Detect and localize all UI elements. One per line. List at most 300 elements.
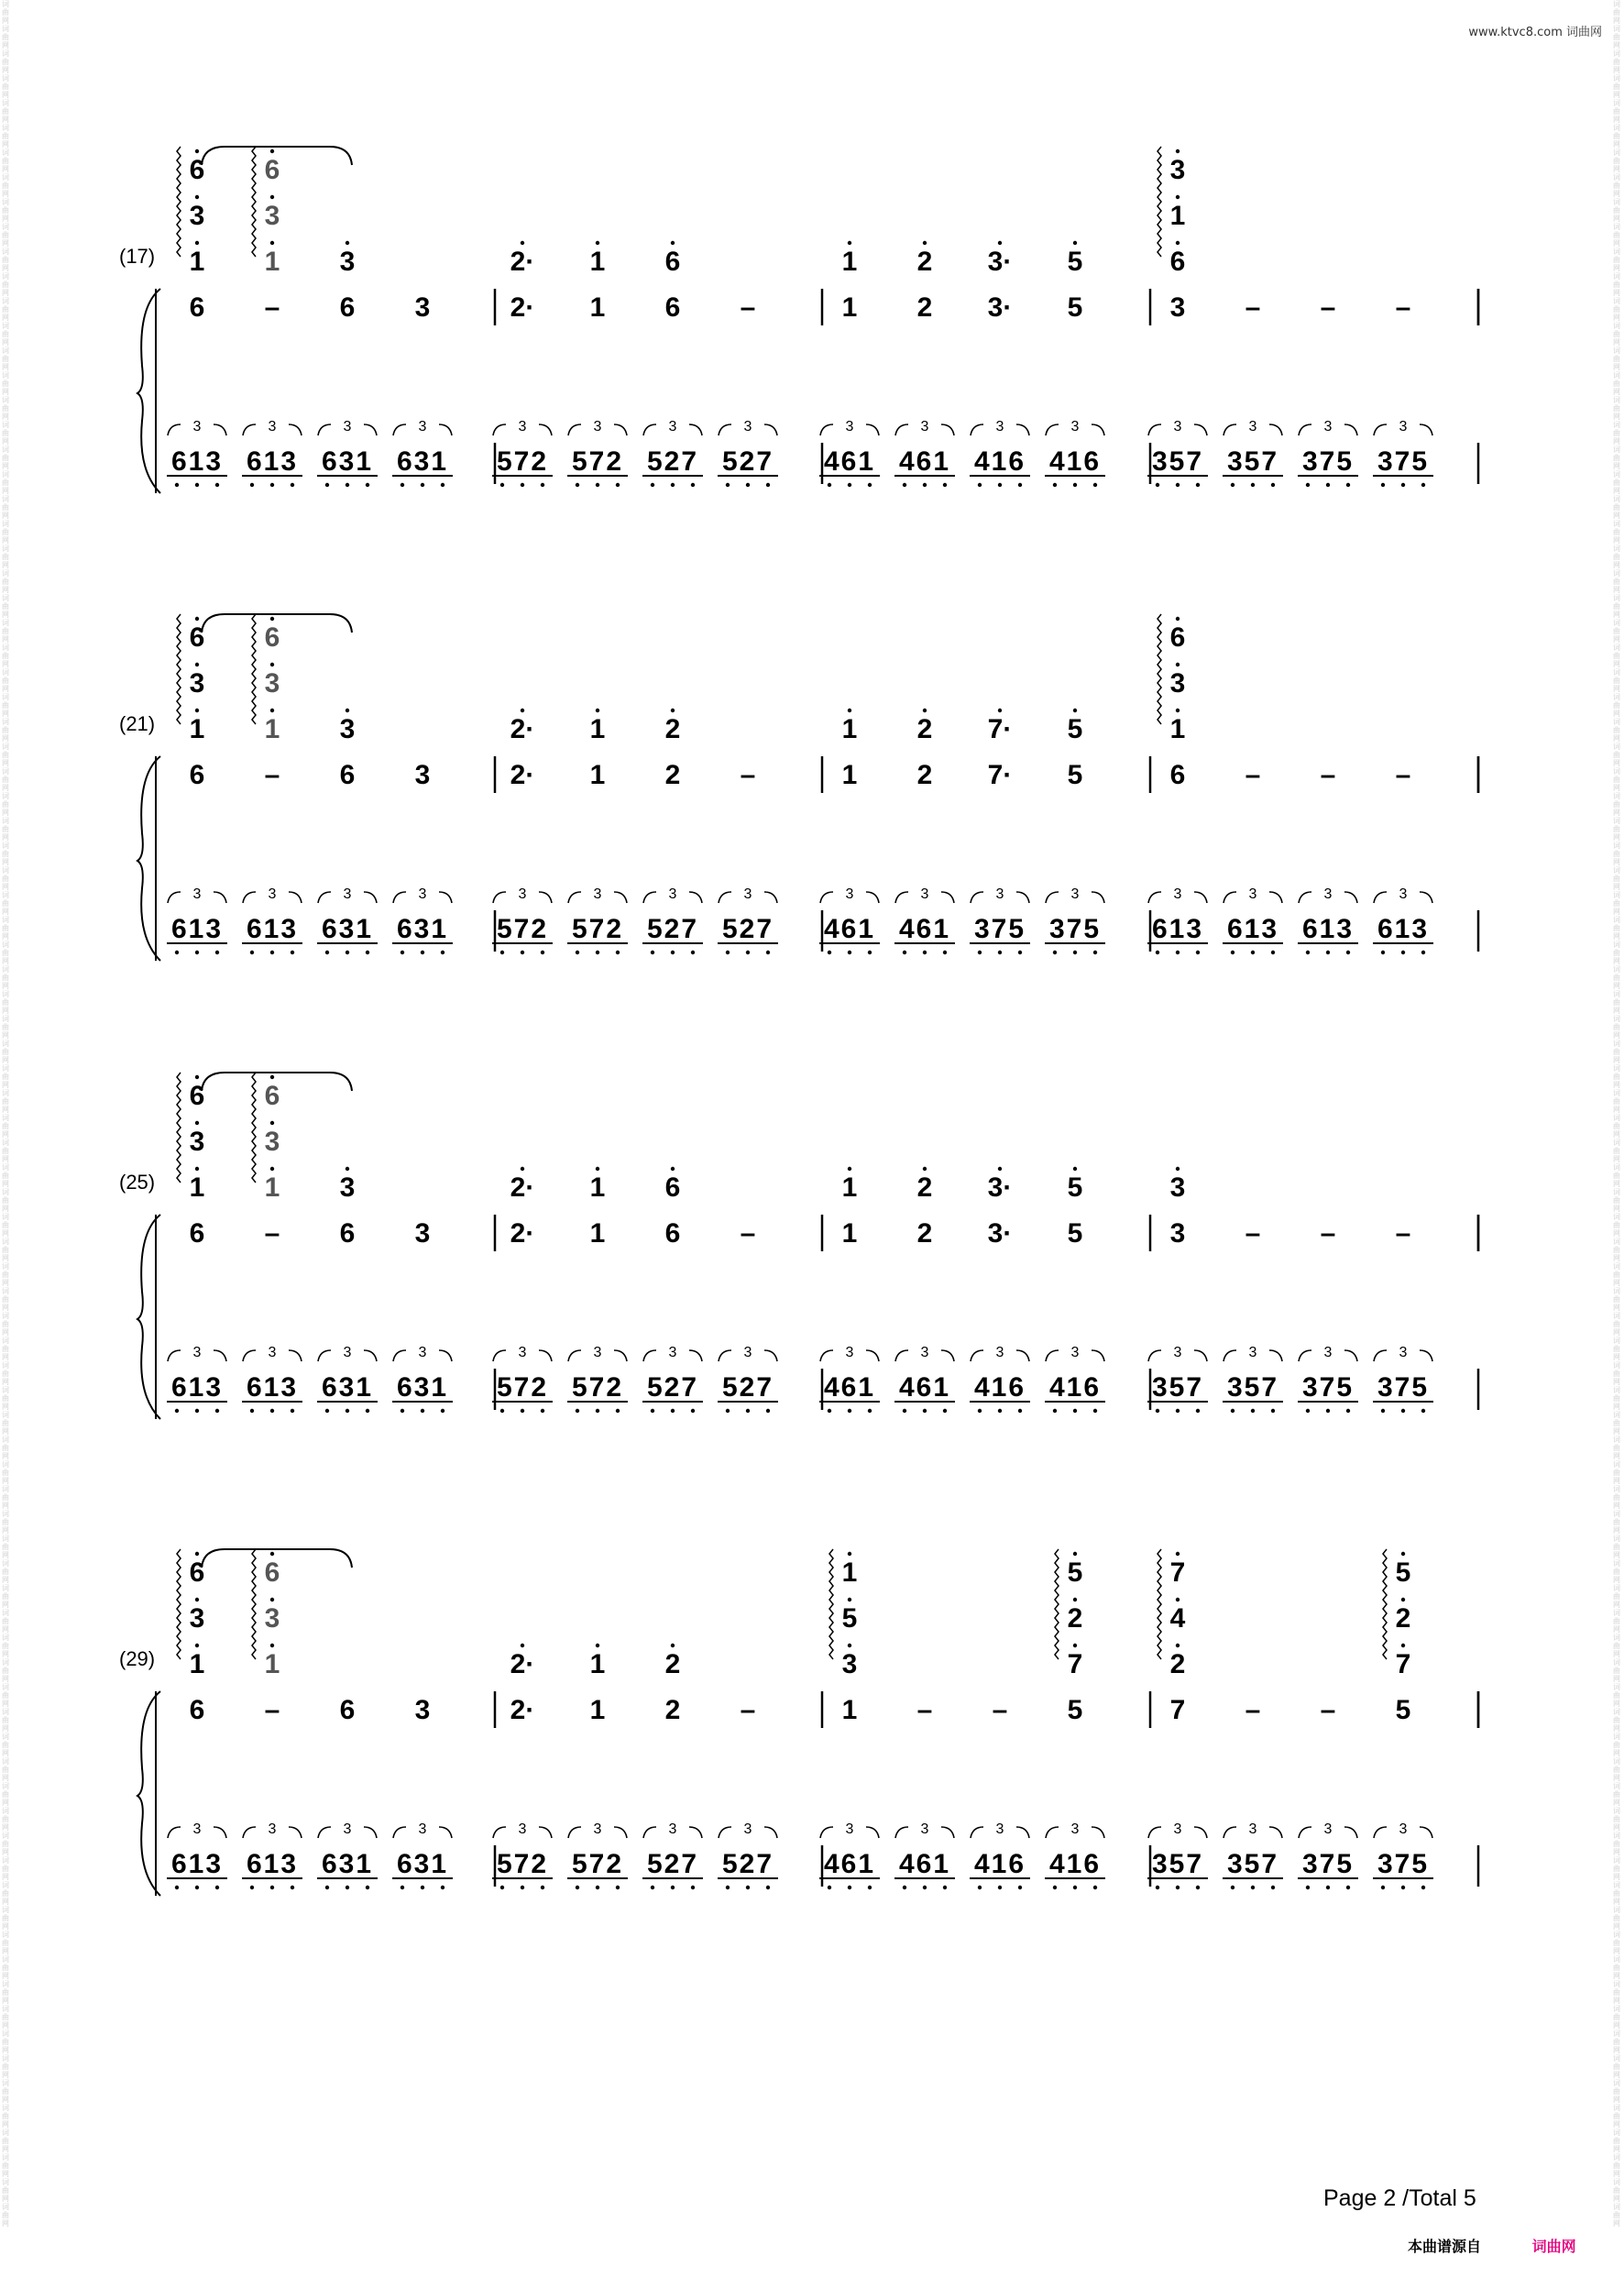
octave-dot (291, 1409, 294, 1413)
triplet-number: 3 (1248, 1821, 1257, 1837)
main-note: 5 (1067, 760, 1083, 790)
brand-link[interactable]: 词曲网 (1531, 2238, 1576, 2255)
triplet-number: 3 (668, 1345, 677, 1360)
octave-dot (346, 709, 349, 712)
chord-note: 6 (264, 622, 280, 653)
octave-dot (903, 951, 906, 954)
octave-dot (671, 1409, 675, 1413)
octave-dot (671, 1644, 675, 1647)
bass-triplet: 375 (1301, 1849, 1355, 1879)
bass-triplet: 527 (646, 1849, 699, 1879)
triplet-number: 3 (743, 1345, 752, 1360)
octave-dot (1326, 951, 1330, 954)
octave-dot (596, 709, 599, 712)
octave-dot (291, 483, 294, 487)
octave-dot (421, 1409, 424, 1413)
octave-dot (1176, 1644, 1180, 1647)
bass-triplet: 572 (571, 914, 624, 944)
octave-dot (576, 1409, 579, 1413)
octave-dot (576, 483, 579, 487)
chord-note: 7· (987, 714, 1013, 744)
brace-curve (137, 1215, 160, 1419)
chord-note: 6 (1169, 247, 1186, 277)
octave-dot (1231, 951, 1234, 954)
main-note: – (1395, 1218, 1411, 1249)
octave-dot (270, 1121, 274, 1125)
triplet-number: 3 (418, 1821, 427, 1837)
octave-dot (1381, 951, 1385, 954)
triplet-number: 3 (1399, 419, 1408, 435)
main-note: 6 (189, 1695, 205, 1725)
octave-dot (671, 951, 675, 954)
octave-dot (1156, 951, 1159, 954)
octave-dot (421, 951, 424, 954)
triplet-number: 3 (920, 419, 929, 435)
octave-dot (1073, 1552, 1077, 1556)
octave-dot (868, 1409, 872, 1413)
octave-dot (766, 951, 770, 954)
chord-note: 3 (189, 1603, 205, 1634)
octave-dot (270, 483, 274, 487)
page-indicator: Page 2 /Total 5 (1323, 2185, 1476, 2211)
bass-triplet: 527 (646, 1372, 699, 1403)
chord-note: 5 (1067, 1557, 1083, 1588)
triplet-number: 3 (1070, 886, 1080, 902)
octave-dot (1196, 1409, 1200, 1413)
octave-dot (576, 951, 579, 954)
main-note: – (740, 292, 756, 323)
octave-dot (1346, 1886, 1350, 1889)
bass-triplet: 613 (1226, 914, 1279, 944)
bass-triplet: 631 (321, 1849, 374, 1879)
arpeggio-mark (252, 147, 256, 257)
chord-note: 2 (916, 247, 933, 277)
octave-dot (1073, 1644, 1077, 1647)
octave-dot (1018, 1886, 1022, 1889)
bass-triplet: 572 (571, 446, 624, 477)
bass-triplet: 572 (571, 1849, 624, 1879)
bass-triplet: 461 (898, 1372, 951, 1403)
octave-dot (1176, 241, 1180, 245)
octave-dot (521, 1886, 524, 1889)
bass-triplet: 375 (1301, 1372, 1355, 1403)
octave-dot (616, 951, 620, 954)
octave-dot (215, 951, 219, 954)
octave-dot (1306, 1409, 1310, 1413)
octave-dot (1093, 483, 1097, 487)
octave-dot (1326, 1886, 1330, 1889)
octave-dot (421, 1886, 424, 1889)
triplet-number: 3 (343, 886, 352, 902)
main-note: 6 (189, 1218, 205, 1249)
bass-triplet: 357 (1226, 1372, 1279, 1403)
octave-dot (500, 951, 504, 954)
arpeggio-mark (252, 1549, 256, 1659)
octave-dot (596, 1167, 599, 1171)
octave-dot (1381, 1886, 1385, 1889)
chord-note: 2 (664, 1649, 681, 1679)
octave-dot (998, 483, 1002, 487)
octave-dot (215, 1409, 219, 1413)
arpeggio-mark (252, 614, 256, 724)
bass-triplet: 613 (170, 914, 224, 944)
octave-dot (195, 1075, 199, 1079)
octave-dot (848, 1886, 851, 1889)
bass-triplet: 357 (1226, 1849, 1279, 1879)
octave-dot (998, 951, 1002, 954)
site-watermark[interactable]: www.ktvc8.com 词曲网 (1468, 26, 1602, 39)
main-note: 1 (841, 292, 858, 323)
main-note: 3· (987, 292, 1013, 323)
system-number: (25) (119, 1171, 156, 1194)
chord-note: 1 (1169, 201, 1186, 231)
triplet-number: 3 (343, 419, 352, 435)
octave-dot (1196, 483, 1200, 487)
octave-dot (346, 241, 349, 245)
chord-note: 3 (1169, 668, 1186, 699)
arpeggio-mark (1383, 1549, 1387, 1659)
octave-dot (848, 951, 851, 954)
main-note: 3 (1169, 292, 1186, 323)
octave-dot (1018, 483, 1022, 487)
bass-triplet: 527 (721, 1372, 774, 1403)
chord-note: 7 (1395, 1649, 1411, 1679)
main-note: – (1320, 292, 1336, 323)
octave-dot (1176, 1409, 1180, 1413)
main-note: 5 (1067, 1695, 1083, 1725)
bass-triplet: 357 (1151, 1372, 1204, 1403)
main-note: 1 (589, 292, 606, 323)
main-note: 6 (664, 1218, 681, 1249)
chord-note: 2 (916, 714, 933, 744)
main-note: 1 (589, 1695, 606, 1725)
octave-dot (366, 1886, 369, 1889)
bass-triplet: 357 (1151, 446, 1204, 477)
octave-dot (366, 483, 369, 487)
triplet-number: 3 (845, 886, 854, 902)
octave-dot (596, 483, 599, 487)
octave-dot (195, 483, 199, 487)
chord-note: 1 (189, 247, 205, 277)
bass-triplet: 357 (1226, 446, 1279, 477)
octave-dot (978, 1886, 982, 1889)
octave-dot (848, 1167, 851, 1171)
octave-dot (1073, 951, 1077, 954)
triplet-number: 3 (995, 886, 1004, 902)
octave-dot (270, 241, 274, 245)
octave-dot (521, 1409, 524, 1413)
chord-note: 6 (1169, 622, 1186, 653)
main-note: 2 (916, 292, 933, 323)
octave-dot (671, 483, 675, 487)
triplet-number: 3 (1323, 1345, 1333, 1360)
bass-triplet: 357 (1151, 1849, 1204, 1879)
bass-triplet: 416 (973, 446, 1026, 477)
octave-dot (1176, 1598, 1180, 1601)
octave-dot (325, 951, 329, 954)
bass-triplet: 572 (496, 914, 549, 944)
system-number: (21) (119, 712, 156, 735)
arpeggio-mark (177, 1073, 181, 1183)
octave-dot (521, 1167, 524, 1171)
main-note: – (264, 760, 280, 790)
bass-triplet: 527 (646, 446, 699, 477)
octave-dot (1401, 483, 1405, 487)
arpeggio-mark (1158, 147, 1161, 257)
main-note: 5 (1067, 292, 1083, 323)
chord-note: 3 (264, 668, 280, 699)
octave-dot (366, 1409, 369, 1413)
triplet-number: 3 (995, 1345, 1004, 1360)
chord-note: 4 (1169, 1603, 1186, 1634)
chord-note: 1 (264, 247, 280, 277)
source-label: 本曲谱源自 (1408, 2238, 1482, 2255)
bass-triplet: 527 (721, 446, 774, 477)
octave-dot (1271, 1409, 1275, 1413)
octave-dot (250, 1409, 254, 1413)
octave-dot (923, 709, 927, 712)
octave-dot (250, 483, 254, 487)
octave-dot (291, 1886, 294, 1889)
octave-dot (175, 1886, 179, 1889)
chord-note: 2 (916, 1172, 933, 1203)
octave-dot (868, 1886, 872, 1889)
octave-dot (746, 1409, 750, 1413)
chord-note: 5 (841, 1603, 858, 1634)
bass-triplet: 572 (496, 1372, 549, 1403)
chord-note: 1 (589, 1172, 606, 1203)
octave-dot (1176, 1167, 1180, 1171)
octave-dot (923, 241, 927, 245)
arpeggio-mark (177, 1549, 181, 1659)
triplet-number: 3 (845, 1345, 854, 1360)
octave-dot (998, 241, 1002, 245)
octave-dot (541, 1409, 544, 1413)
octave-dot (978, 483, 982, 487)
chord-note: 3 (841, 1649, 858, 1679)
octave-dot (1346, 951, 1350, 954)
octave-dot (596, 951, 599, 954)
octave-dot (616, 1886, 620, 1889)
octave-dot (923, 483, 927, 487)
chord-note: 1 (189, 1649, 205, 1679)
octave-dot (1176, 149, 1180, 153)
main-note: – (1245, 1695, 1261, 1725)
bass-triplet: 613 (246, 446, 299, 477)
octave-dot (903, 1409, 906, 1413)
octave-dot (1093, 1409, 1097, 1413)
octave-dot (195, 709, 199, 712)
octave-dot (1196, 951, 1200, 954)
octave-dot (521, 709, 524, 712)
brace-curve (137, 1691, 160, 1896)
chord-note: 3 (339, 247, 356, 277)
triplet-number: 3 (1399, 886, 1408, 902)
bass-triplet: 613 (170, 446, 224, 477)
octave-dot (401, 951, 404, 954)
bass-triplet: 527 (646, 914, 699, 944)
chord-note: 7 (1169, 1557, 1186, 1588)
triplet-number: 3 (1173, 419, 1182, 435)
triplet-number: 3 (518, 886, 527, 902)
octave-dot (195, 1167, 199, 1171)
triplet-number: 3 (1323, 419, 1333, 435)
bass-triplet: 375 (1048, 914, 1102, 944)
octave-dot (215, 483, 219, 487)
chord-note: 1 (264, 714, 280, 744)
octave-dot (1401, 1552, 1405, 1556)
main-note: – (740, 760, 756, 790)
octave-dot (1231, 1409, 1234, 1413)
octave-dot (421, 483, 424, 487)
triplet-number: 3 (192, 1345, 202, 1360)
octave-dot (195, 1409, 199, 1413)
chord-note: 2 (664, 714, 681, 744)
octave-dot (978, 1409, 982, 1413)
octave-dot (726, 1886, 730, 1889)
octave-dot (1381, 483, 1385, 487)
octave-dot (596, 1409, 599, 1413)
chord-note: 1 (841, 247, 858, 277)
octave-dot (541, 483, 544, 487)
triplet-number: 3 (518, 1821, 527, 1837)
octave-dot (270, 617, 274, 621)
bass-triplet: 613 (1301, 914, 1355, 944)
octave-dot (195, 1121, 199, 1125)
octave-dot (596, 1644, 599, 1647)
chord-note: 3 (189, 668, 205, 699)
triplet-number: 3 (1399, 1345, 1408, 1360)
main-note: 6 (339, 760, 356, 790)
triplet-number: 3 (593, 1821, 602, 1837)
chord-note: 3 (339, 1172, 356, 1203)
bass-triplet: 631 (396, 1372, 449, 1403)
main-note: 6 (339, 1218, 356, 1249)
octave-dot (1073, 709, 1077, 712)
octave-dot (1053, 1886, 1057, 1889)
main-note: – (1395, 292, 1411, 323)
triplet-number: 3 (192, 1821, 202, 1837)
triplet-number: 3 (1173, 886, 1182, 902)
chord-note: 6 (264, 1081, 280, 1111)
octave-dot (195, 195, 199, 199)
octave-dot (1073, 241, 1077, 245)
main-note: 2 (664, 1695, 681, 1725)
octave-dot (541, 1886, 544, 1889)
main-note: – (1320, 1218, 1336, 1249)
octave-dot (1251, 1409, 1255, 1413)
chord-note: 6 (664, 247, 681, 277)
chord-note: 1 (589, 247, 606, 277)
main-note: 6 (189, 760, 205, 790)
system-number: (17) (119, 245, 156, 268)
octave-dot (868, 951, 872, 954)
bass-triplet: 572 (496, 1849, 549, 1879)
octave-dot (270, 663, 274, 666)
chord-note: 1 (264, 1649, 280, 1679)
octave-dot (1421, 951, 1425, 954)
octave-dot (1073, 1886, 1077, 1889)
octave-dot (441, 483, 444, 487)
octave-dot (250, 1886, 254, 1889)
main-note: – (992, 1695, 1008, 1725)
triplet-number: 3 (518, 419, 527, 435)
triplet-number: 3 (593, 419, 602, 435)
octave-dot (441, 1886, 444, 1889)
triplet-number: 3 (418, 1345, 427, 1360)
octave-dot (1251, 1886, 1255, 1889)
chord-note: 5 (1067, 1172, 1083, 1203)
main-note: – (1320, 760, 1336, 790)
octave-dot (1401, 1598, 1405, 1601)
octave-dot (195, 149, 199, 153)
octave-dot (671, 241, 675, 245)
bass-triplet: 613 (1151, 914, 1204, 944)
bass-triplet: 375 (1301, 446, 1355, 477)
octave-dot (923, 1409, 927, 1413)
octave-dot (175, 483, 179, 487)
bass-triplet: 572 (571, 1372, 624, 1403)
arpeggio-mark (829, 1549, 833, 1659)
main-note: – (1245, 292, 1261, 323)
octave-dot (671, 1167, 675, 1171)
octave-dot (541, 951, 544, 954)
main-note: 3· (987, 1218, 1013, 1249)
octave-dot (848, 1552, 851, 1556)
octave-dot (250, 951, 254, 954)
octave-dot (1381, 1409, 1385, 1413)
chord-note: 1 (589, 714, 606, 744)
bass-triplet: 461 (823, 446, 876, 477)
chord-note: 6 (189, 1557, 205, 1588)
octave-dot (766, 1886, 770, 1889)
octave-dot (1073, 1167, 1077, 1171)
triplet-number: 3 (845, 1821, 854, 1837)
octave-dot (195, 951, 199, 954)
chord-note: 2 (1067, 1603, 1083, 1634)
triplet-number: 3 (192, 886, 202, 902)
triplet-number: 3 (268, 1821, 277, 1837)
octave-dot (1401, 1886, 1405, 1889)
main-note: 1 (589, 760, 606, 790)
bass-triplet: 461 (823, 1849, 876, 1879)
chord-note: 2· (510, 714, 535, 744)
bass-triplet: 375 (973, 914, 1026, 944)
octave-dot (270, 951, 274, 954)
octave-dot (1156, 1886, 1159, 1889)
main-note: 6 (339, 1695, 356, 1725)
octave-dot (1073, 1598, 1077, 1601)
octave-dot (195, 241, 199, 245)
triplet-number: 3 (920, 1345, 929, 1360)
octave-dot (1251, 483, 1255, 487)
octave-dot (175, 951, 179, 954)
chord-note: 6 (264, 155, 280, 185)
bass-triplet: 461 (898, 446, 951, 477)
brace-curve (137, 289, 160, 493)
triplet-number: 3 (1323, 886, 1333, 902)
main-note: 3 (414, 292, 431, 323)
octave-dot (521, 483, 524, 487)
octave-dot (1401, 1409, 1405, 1413)
octave-dot (270, 149, 274, 153)
main-note: – (1245, 760, 1261, 790)
octave-dot (691, 483, 695, 487)
octave-dot (1053, 1409, 1057, 1413)
chord-note: 3· (987, 1172, 1013, 1203)
octave-dot (576, 1886, 579, 1889)
octave-dot (500, 483, 504, 487)
